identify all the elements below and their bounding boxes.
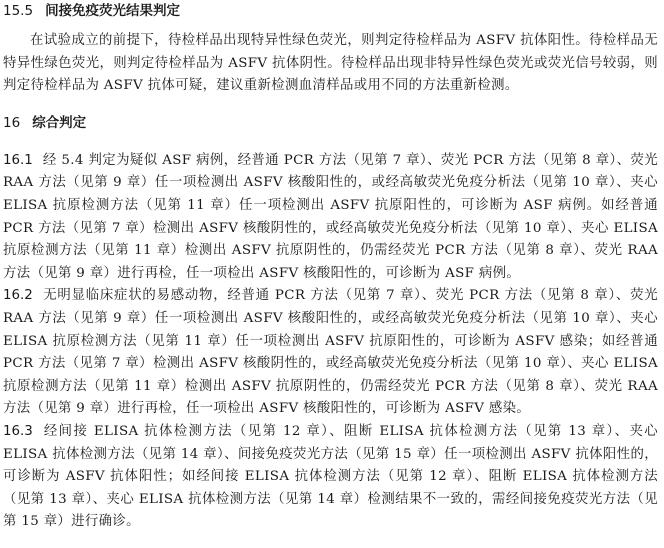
clause-16-1-number: 16.1 bbox=[3, 152, 33, 168]
clause-16-2-number: 16.2 bbox=[3, 288, 33, 304]
clause-16-3-text: 经间接 ELISA 抗体检测方法（见第 12 章）、阻断 ELISA 抗体检测方法（见第 13 章）、夹心 ELISA 抗体检测方法（见第 14 章）、间接免疫荧光方法（见第 15 章）任一项检测出 ASFV 抗体阳性的，可诊断为 ASFV 抗体阳性；如经间接 ELISA 抗体检测方法（见第 12 章）、阻断 ELISA 抗体检测方法（见第 13 章）、夹心 ELISA 抗体检测方法（见第 14 章）检测结果不一致的，需经间接免疫荧光方法（见第 15 章）进行确诊。 bbox=[3, 423, 658, 530]
clause-16-1 bbox=[3, 150, 658, 286]
section-15-5-number: 15.5 bbox=[3, 3, 34, 19]
clause-16-2-text: 无明显临床症状的易感动物，经普通 PCR 方法（见第 7 章）、荧光 PCR 方法（见第 8 章）、荧光 RAA 方法（见第 9 章）任一项检测出 ASFV 核酸阳性的，或经高敏荧光免疫分析法（见第 10 章）、夹心 ELISA 抗原检测方法（见第 11 章）任一项检测出 ASFV 抗原阳性的，可诊断为 ASFV 感染；如经普通 PCR 方法（见第 7 章）检测出 ASFV 核酸阴性的，或经高敏荧光免疫分析法（见第 10 章）、夹心 ELISA 抗原检测方法（见第 11 章）检测出 ASFV 抗原阴性的，仍需经荧光 PCR 方法（见第 8 章）、荧光 RAA 方法（见第 9 章）进行再检，任一项检出 ASFV 核酸阳性的，可诊断为 ASFV 感染。 bbox=[3, 288, 658, 417]
section-15-5-paragraph: 在试验成立的前提下，待检样品出现特异性绿色荧光，则判定待检样品为 ASFV 抗体阳性。待检样品无特异性绿色荧光，则判定待检样品为 ASFV 抗体阴性。待检样品出现非特异性绿色荧光或荧光信号较弱，则判定待检样品为 ASFV 抗体可疑，建议重新检测血清样品或用不同的方法重新检测。 bbox=[3, 33, 658, 94]
clause-16-1-text: 经 5.4 判定为疑似 ASF 病例，经普通 PCR 方法（见第 7 章）、荧光 PCR 方法（见第 8 章）、荧光 RAA 方法（见第 9 章）任一项检测出 ASFV 核酸阳性的，或经高敏荧光免疫分析法（见第 10 章）、夹心 ELISA 抗原检测方法（见第 11 章）任一项检测出 ASFV 抗原阳性的，可诊断为 ASF 病例。如经普通 PCR 方法（见第 7 章）检测出 ASFV 核酸阴性的，或经高敏荧光免疫分析法（见第 10 章）、夹心 ELISA 抗原检测方法（见第 11 章）检测出 ASFV 抗原阴性的，仍需经荧光 PCR 方法（见第 8 章）、荧光 RAA 方法（见第 9 章）进行再检，任一项检出 ASFV 核酸阳性的，可诊断为 ASF 病例。 bbox=[3, 152, 658, 281]
clause-16-2 bbox=[3, 285, 658, 421]
section-16-heading bbox=[3, 112, 658, 134]
section-16-title: 综合判定 bbox=[32, 114, 87, 131]
clause-16-3 bbox=[3, 421, 658, 534]
section-15-5-title: 间接免疫荧光结果判定 bbox=[45, 3, 181, 19]
clause-16-3-number: 16.3 bbox=[3, 423, 33, 439]
section-15-5-heading bbox=[3, 0, 658, 22]
section-16-number: 16 bbox=[3, 114, 21, 131]
